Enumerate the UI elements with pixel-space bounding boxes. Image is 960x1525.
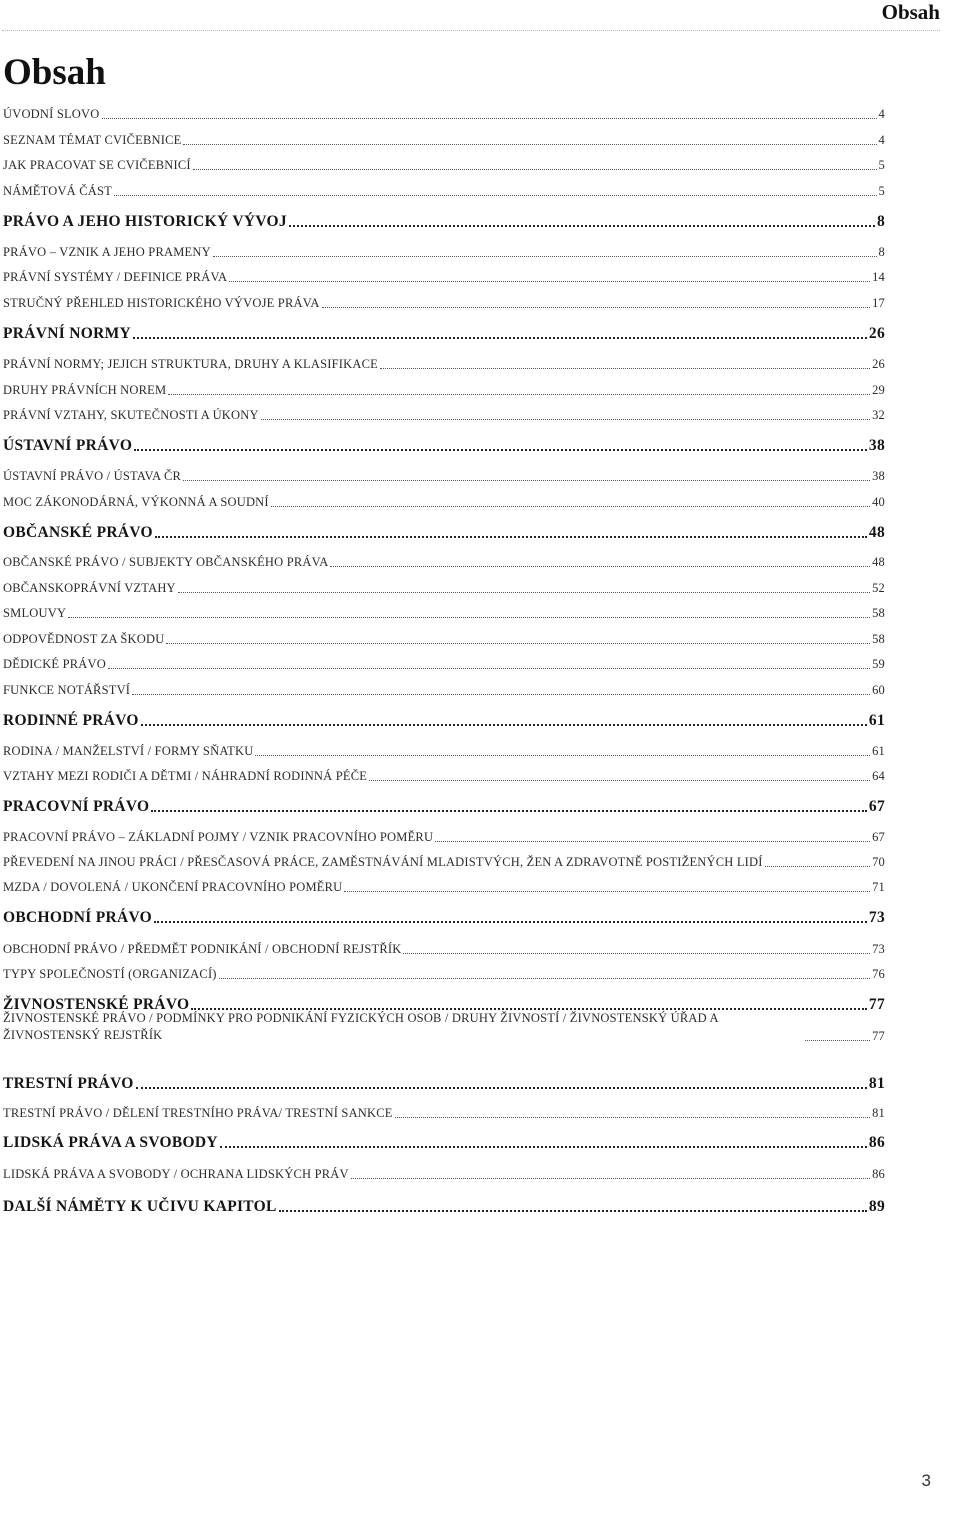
toc-entry[interactable] (3, 106, 885, 122)
dot-leader (133, 337, 867, 339)
dot-leader (154, 921, 867, 923)
toc-entry-label: PRACOVNÍ PRÁVO (3, 798, 150, 815)
toc-entry[interactable] (3, 468, 885, 484)
toc-page-number: 8 (878, 245, 885, 259)
toc-entry-label: PRÁVNÍ SYSTÉMY / DEFINICE PRÁVA (3, 270, 228, 284)
toc-entry-label: PRÁVNÍ NORMY; JEJICH STRUKTURA, DRUHY A KLASIFIKACE (3, 357, 378, 371)
toc-page-number: 71 (872, 880, 885, 894)
toc-entry[interactable] (3, 157, 885, 173)
toc-entry-label: ŽIVNOSTENSKÉ PRÁVO (3, 996, 190, 1013)
toc-entry-label: OBCHODNÍ PRÁVO (3, 909, 152, 926)
toc-page-number: 81 (868, 1075, 885, 1092)
toc-entry-label: ÚSTAVNÍ PRÁVO / ÚSTAVA ČR (3, 469, 182, 483)
toc-entry-label: OBCHODNÍ PRÁVO / PŘEDMĚT PODNIKÁNÍ / OBCHODNÍ REJSTŘÍK (3, 942, 402, 956)
dot-leader (193, 169, 877, 170)
toc-entry-label: PŘEVEDENÍ NA JINOU PRÁCI / PŘESČASOVÁ PRÁCE, ZAMĚSTNÁVÁNÍ MLADISTVÝCH, ŽEN A ZDRAVOTNĚ POSTIŽENÝCH LIDÍ (3, 855, 763, 869)
toc-chapter[interactable] (3, 1132, 885, 1152)
toc-entry[interactable] (3, 494, 885, 510)
running-header: Obsah (881, 0, 940, 24)
toc-entry-label: TRESTNÍ PRÁVO / DĚLENÍ TRESTNÍHO PRÁVA/ TRESTNÍ SANKCE (3, 1106, 393, 1120)
toc-page-number: 60 (872, 683, 885, 697)
dot-leader (330, 566, 870, 567)
toc-entry-label: PRACOVNÍ PRÁVO – ZÁKLADNÍ POJMY / VZNIK PRACOVNÍHO POMĚRU (3, 830, 434, 844)
toc-page-number: 58 (872, 632, 885, 646)
toc-page-number: 4 (878, 133, 885, 147)
toc-entry[interactable] (3, 1105, 885, 1121)
toc-entry-label: PRÁVNÍ VZTAHY, SKUTEČNOSTI A ÚKONY (3, 408, 259, 422)
toc-entry-label: JAK PRACOVAT SE CVIČEBNICÍ (3, 158, 191, 172)
toc-entry[interactable] (3, 356, 885, 372)
toc-chapter[interactable] (3, 1073, 885, 1093)
toc-entry-label: STRUČNÝ PŘEHLED HISTORICKÉHO VÝVOJE PRÁVA (3, 296, 320, 310)
dot-leader (279, 1210, 867, 1212)
dot-leader (108, 668, 870, 669)
dot-leader (213, 256, 877, 257)
toc-entry-label: TYPY SPOLEČNOSTÍ (ORGANIZACÍ) (3, 967, 217, 981)
toc-chapter[interactable] (3, 435, 885, 455)
toc-page-number: 89 (868, 1198, 885, 1215)
dot-leader (255, 755, 870, 756)
toc-chapter[interactable] (3, 796, 885, 816)
toc-page-number: 32 (872, 408, 885, 422)
toc-page-number: 29 (872, 383, 885, 397)
dot-leader (134, 449, 867, 451)
toc-chapter[interactable] (3, 323, 885, 343)
toc-page-number: 73 (868, 909, 885, 926)
toc-entry-label: FUNKCE NOTÁŘSTVÍ (3, 683, 131, 697)
dot-leader (102, 118, 877, 119)
toc-page-number: 76 (872, 967, 885, 981)
toc-page-number: 5 (878, 158, 885, 172)
toc-entry[interactable] (3, 269, 885, 285)
dot-leader (351, 1178, 870, 1179)
toc-entry-label: TRESTNÍ PRÁVO (3, 1075, 134, 1092)
toc-entry[interactable] (3, 1166, 885, 1182)
dot-leader (141, 724, 867, 726)
toc-page-number: 14 (872, 270, 885, 284)
toc-entry[interactable] (3, 1008, 885, 1044)
toc-page-number: 8 (876, 213, 885, 230)
toc-entry[interactable] (3, 743, 885, 759)
toc-page-number: 73 (872, 942, 885, 956)
toc-entry-label: DRUHY PRÁVNÍCH NOREM (3, 383, 167, 397)
dot-leader (380, 368, 870, 369)
toc-entry[interactable] (3, 183, 885, 199)
toc-entry-label: OBČANSKÉ PRÁVO (3, 524, 153, 541)
dot-leader (403, 953, 870, 954)
toc-entry-label: RODINNÉ PRÁVO (3, 712, 139, 729)
toc-chapter[interactable] (3, 211, 885, 231)
dot-leader (261, 419, 870, 420)
toc-page-number: 59 (872, 657, 885, 671)
dot-leader (322, 307, 871, 308)
dot-leader (155, 536, 867, 538)
toc-entry-label: SEZNAM TÉMAT CVIČEBNICE (3, 133, 182, 147)
dot-leader (178, 592, 870, 593)
toc-entry[interactable] (3, 554, 885, 570)
toc-page-number: 17 (872, 296, 885, 310)
toc-entry-label: MOC ZÁKONODÁRNÁ, VÝKONNÁ A SOUDNÍ (3, 495, 269, 509)
toc-entry[interactable] (3, 682, 885, 698)
dot-leader (344, 891, 870, 892)
header-divider (2, 30, 940, 31)
toc-entry-label: PRÁVO A JEHO HISTORICKÝ VÝVOJ (3, 213, 287, 230)
toc-page-number: 61 (872, 744, 885, 758)
toc-page-number: 58 (872, 606, 885, 620)
dot-leader (289, 225, 875, 227)
dot-leader (271, 506, 870, 507)
toc-entry[interactable] (3, 244, 885, 260)
toc-chapter[interactable] (3, 710, 885, 730)
toc-page-number: 67 (872, 830, 885, 844)
dot-leader (183, 480, 870, 481)
toc-entry[interactable] (3, 829, 885, 845)
toc-page-number: 38 (868, 437, 885, 454)
toc-entry[interactable] (3, 854, 885, 870)
toc-entry-label: VZTAHY MEZI RODIČI A DĚTMI / NÁHRADNÍ RODINNÁ PÉČE (3, 769, 368, 783)
toc-entry-label: DĚDICKÉ PRÁVO (3, 657, 106, 671)
toc-page-number: 26 (868, 325, 885, 342)
toc-entry[interactable] (3, 580, 885, 596)
dot-leader (805, 1040, 870, 1041)
page-number: 3 (921, 1471, 931, 1490)
toc-entry-label: SMLOUVY (3, 606, 67, 620)
toc-entry-label: PRÁVO – VZNIK A JEHO PRAMENY (3, 245, 211, 259)
toc-entry[interactable] (3, 966, 885, 982)
toc-page-number: 67 (868, 798, 885, 815)
dot-leader (132, 694, 870, 695)
toc-entry-label: NÁMĚTOVÁ ČÁST (3, 184, 112, 198)
dot-leader (168, 394, 870, 395)
toc-entry[interactable] (3, 879, 885, 895)
page-title: Obsah (3, 52, 106, 93)
toc-entry-label: DALŠÍ NÁMĚTY K UČIVU KAPITOL (3, 1198, 277, 1215)
toc-page-number: 61 (868, 712, 885, 729)
toc-entry-label: LIDSKÁ PRÁVA A SVOBODY / OCHRANA LIDSKÝCH PRÁV (3, 1167, 349, 1181)
dot-leader (151, 810, 866, 812)
toc-entry-label: OBČANSKÉ PRÁVO / SUBJEKTY OBČANSKÉHO PRÁVA (3, 555, 329, 569)
toc-page-number: 5 (878, 184, 885, 198)
toc-entry-label: OBČANSKOPRÁVNÍ VZTAHY (3, 581, 176, 595)
toc-entry-label: ODPOVĚDNOST ZA ŠKODU (3, 632, 165, 646)
toc-entry-label: ÚSTAVNÍ PRÁVO (3, 437, 133, 454)
toc-entry[interactable] (3, 407, 885, 423)
toc-page-number: 64 (872, 769, 885, 783)
toc-chapter[interactable] (3, 907, 885, 927)
dot-leader (68, 617, 870, 618)
dot-leader (220, 1146, 867, 1148)
toc-page-number: 4 (878, 107, 885, 121)
dot-leader (435, 841, 870, 842)
dot-leader (219, 978, 870, 979)
toc-page-number: 81 (872, 1106, 885, 1120)
toc-entry[interactable] (3, 631, 885, 647)
toc-page-number: 86 (872, 1167, 885, 1181)
dot-leader (369, 780, 870, 781)
toc-entry[interactable] (3, 768, 885, 784)
toc-page-number: 52 (872, 581, 885, 595)
toc-chapter[interactable] (3, 522, 885, 542)
toc-entry[interactable] (3, 132, 885, 148)
toc-page-number: 26 (872, 357, 885, 371)
dot-leader (183, 144, 876, 145)
toc-entry-label: LIDSKÁ PRÁVA A SVOBODY (3, 1134, 218, 1151)
toc-page-number: 77 (872, 1029, 885, 1043)
toc-entry-label: MZDA / DOVOLENÁ / UKONČENÍ PRACOVNÍHO POMĚRU (3, 880, 343, 894)
dot-leader (395, 1117, 870, 1118)
dot-leader (765, 866, 870, 867)
toc-entry[interactable] (3, 605, 885, 621)
dot-leader (166, 643, 870, 644)
toc-page-number: 70 (872, 855, 885, 869)
toc-page-number: 38 (872, 469, 885, 483)
dot-leader (114, 195, 877, 196)
toc-entry[interactable] (3, 656, 885, 672)
toc-page-number: 77 (868, 996, 885, 1013)
toc-entry-label: RODINA / MANŽELSTVÍ / FORMY SŇATKU (3, 744, 254, 758)
toc-entry[interactable] (3, 941, 885, 957)
dot-leader (229, 281, 870, 282)
toc-entry[interactable] (3, 295, 885, 311)
toc-entry-label: ŽIVNOSTENSKÉ PRÁVO / PODMÍNKY PRO PODNIKÁNÍ FYZICKÝCH OSOB / DRUHY ŽIVNOSTÍ / ŽIVNOSTENSKÝ ÚŘAD A ŽIVNOSTENSKÝ REJSTŘÍK (3, 1011, 719, 1042)
toc-page-number: 40 (872, 495, 885, 509)
toc-page-number: 48 (872, 555, 885, 569)
dot-leader (136, 1087, 867, 1089)
toc-page-number: 48 (868, 524, 885, 541)
toc-entry[interactable] (3, 382, 885, 398)
toc-chapter[interactable] (3, 1196, 885, 1216)
toc-entry-label: PRÁVNÍ NORMY (3, 325, 132, 342)
toc-page-number: 86 (868, 1134, 885, 1151)
toc-entry-label: ÚVODNÍ SLOVO (3, 107, 100, 121)
